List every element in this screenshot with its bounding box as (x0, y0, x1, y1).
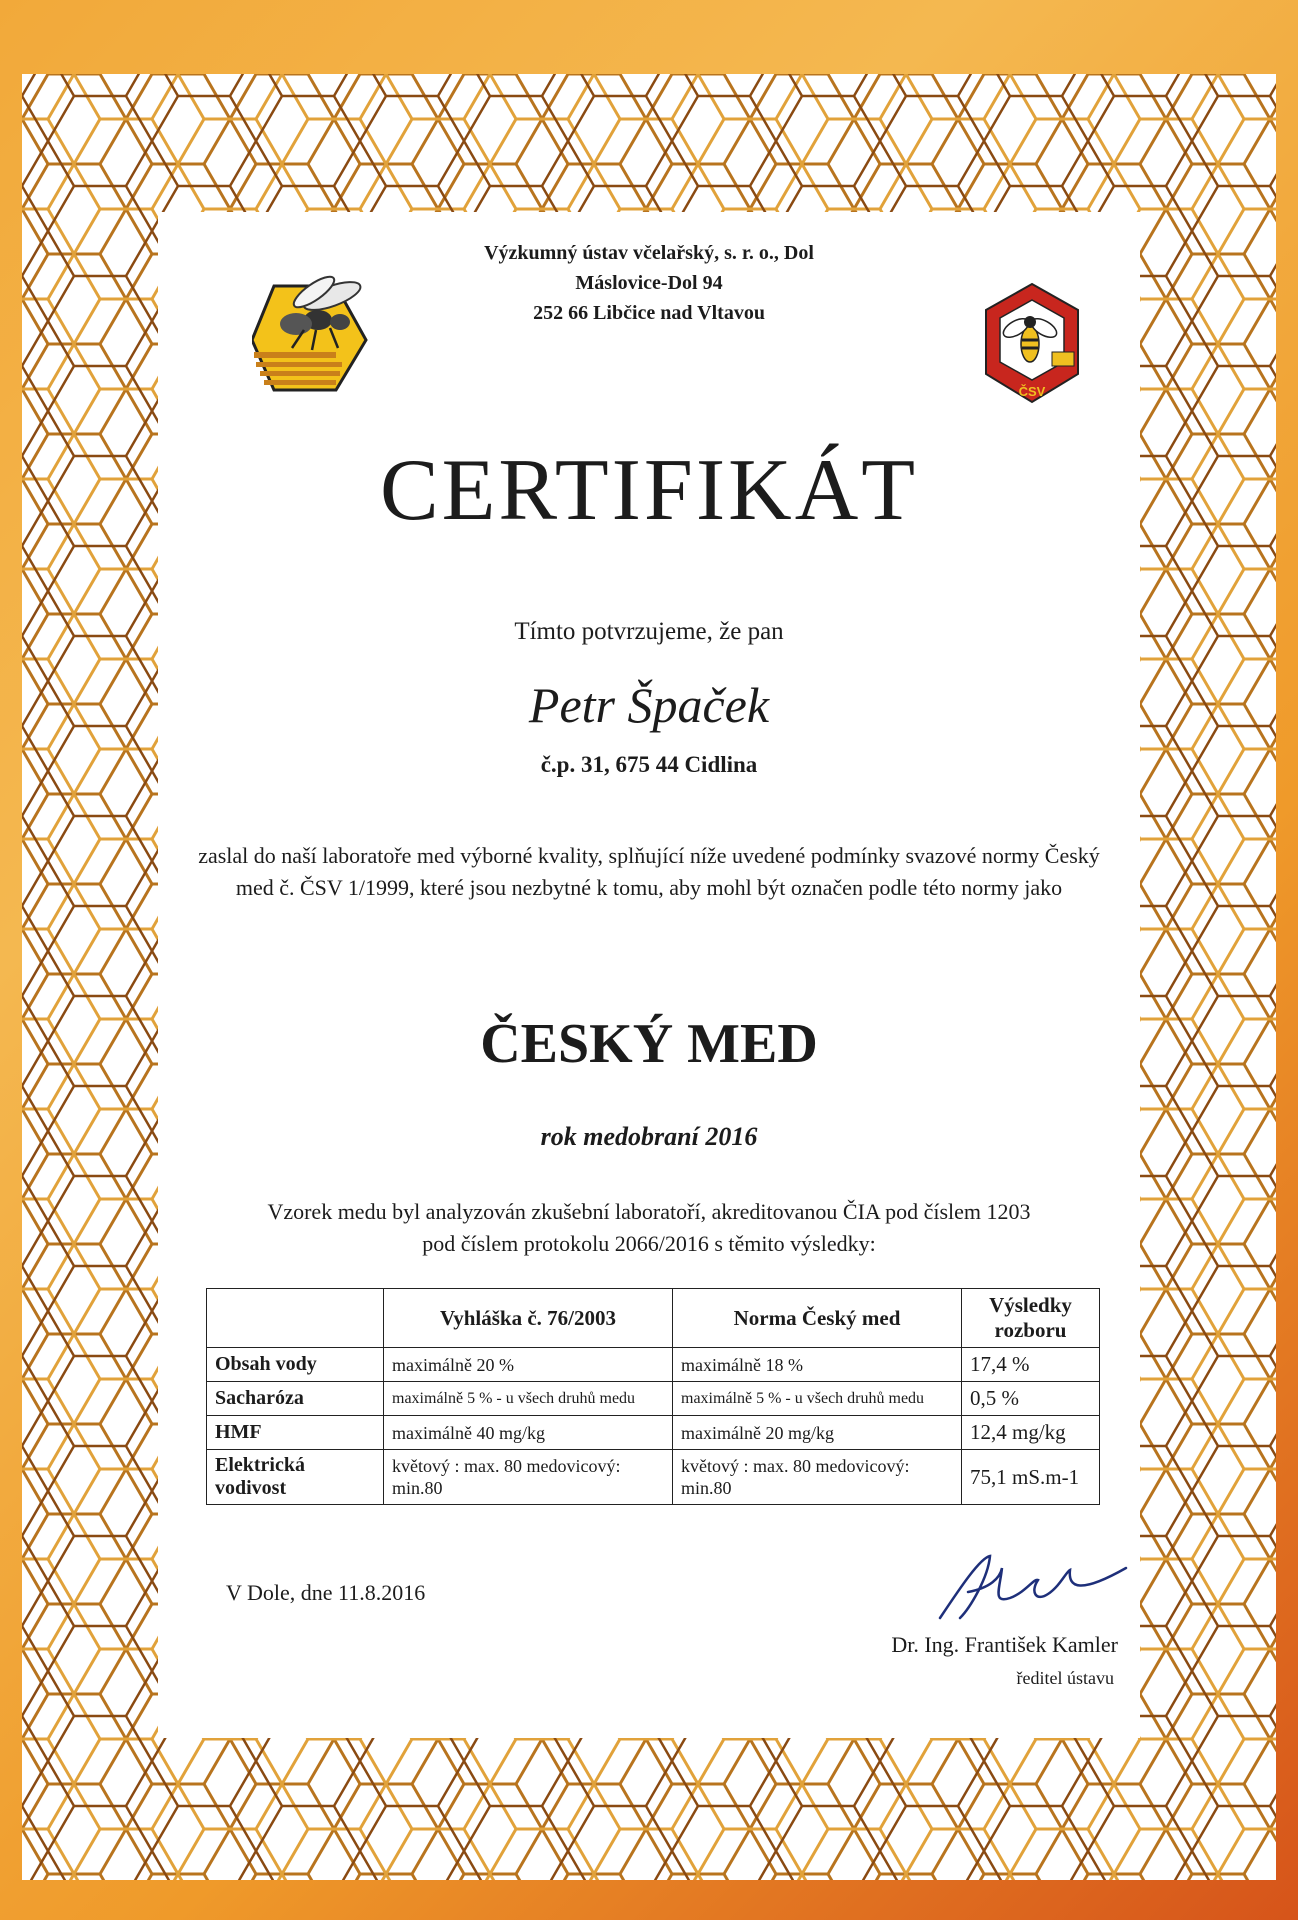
result-cell: 75,1 mS.m-1 (962, 1450, 1100, 1505)
signer-role: ředitel ústavu (1016, 1668, 1114, 1688)
param-cell: Sacharóza (207, 1382, 384, 1416)
table-header-row (207, 1289, 1100, 1348)
vyhlaska-cell: maximálně 5 % - u všech druhů medu (384, 1382, 673, 1416)
table-row (207, 1450, 1100, 1505)
certificate-title: CERTIFIKÁT (379, 442, 919, 539)
table-header-result: Výsledky rozboru (962, 1289, 1100, 1348)
analysis-line-1: Vzorek medu byl analyzován zkušební laboratoří, akreditovanou ČIA pod číslem 1203 (267, 1199, 1031, 1224)
result-cell: 12,4 mg/kg (962, 1416, 1100, 1450)
institute-name: Výzkumný ústav včelařský, s. r. o., Dol (484, 242, 814, 264)
table-header-empty (207, 1289, 384, 1348)
table-header-vyhlaska: Vyhláška č. 76/2003 (384, 1289, 673, 1348)
issue-date: V Dole, dne 11.8.2016 (226, 1580, 426, 1605)
recipient-name: Petr Špaček (528, 677, 770, 733)
table-row (207, 1382, 1100, 1416)
harvest-year: rok medobraní 2016 (540, 1122, 758, 1151)
signer-name: Dr. Ing. František Kamler (891, 1632, 1118, 1657)
table-row (207, 1416, 1100, 1450)
norma-cell: maximálně 5 % - u všech druhů medu (673, 1382, 962, 1416)
results-table (206, 1288, 1100, 1505)
institute-header (0, 238, 1298, 328)
result-cell: 17,4 % (962, 1348, 1100, 1382)
vyhlaska-cell: květový : max. 80 medovicový: min.80 (384, 1450, 673, 1505)
bee-icon (252, 268, 376, 392)
csv-bee-icon (982, 282, 1082, 404)
confirm-text: Tímto potvrzujeme, že pan (514, 618, 784, 645)
vyhlaska-cell: maximálně 40 mg/kg (384, 1416, 673, 1450)
norma-cell: květový : max. 80 medovicový: min.80 (673, 1450, 962, 1505)
analysis-line-2: pod číslem protokolu 2066/2016 s těmito výsledky: (422, 1231, 876, 1256)
institute-city: 252 66 Libčice nad Vltavou (533, 302, 765, 324)
norma-cell: maximálně 20 mg/kg (673, 1416, 962, 1450)
analysis-text (0, 1196, 1298, 1260)
signature-mark (930, 1548, 1130, 1628)
csv-logo-text: ČSV (1018, 384, 1046, 399)
param-cell: Obsah vody (207, 1348, 384, 1382)
certificate-body-text: zaslal do naší laboratoře med výborné kvality, splňující níže uvedené podmínky svazové normy Český med č. ČSV 1/1999, které jsou nezbytné k tomu, aby mohl být označen podle této normy jako (198, 843, 1100, 900)
product-name: ČESKÝ MED (480, 1013, 818, 1075)
institute-street: Máslovice-Dol 94 (575, 272, 723, 294)
table-row (207, 1348, 1100, 1382)
norma-cell: maximálně 18 % (673, 1348, 962, 1382)
param-cell: HMF (207, 1416, 384, 1450)
bee-hexagon-logo (252, 268, 376, 397)
result-cell: 0,5 % (962, 1382, 1100, 1416)
recipient-address: č.p. 31, 675 44 Cidlina (540, 752, 758, 777)
param-cell: Elektrická vodivost (207, 1450, 384, 1505)
signature (930, 1548, 1130, 1633)
vyhlaska-cell: maximálně 20 % (384, 1348, 673, 1382)
table-header-norma: Norma Český med (673, 1289, 962, 1348)
csv-logo (982, 282, 1082, 409)
